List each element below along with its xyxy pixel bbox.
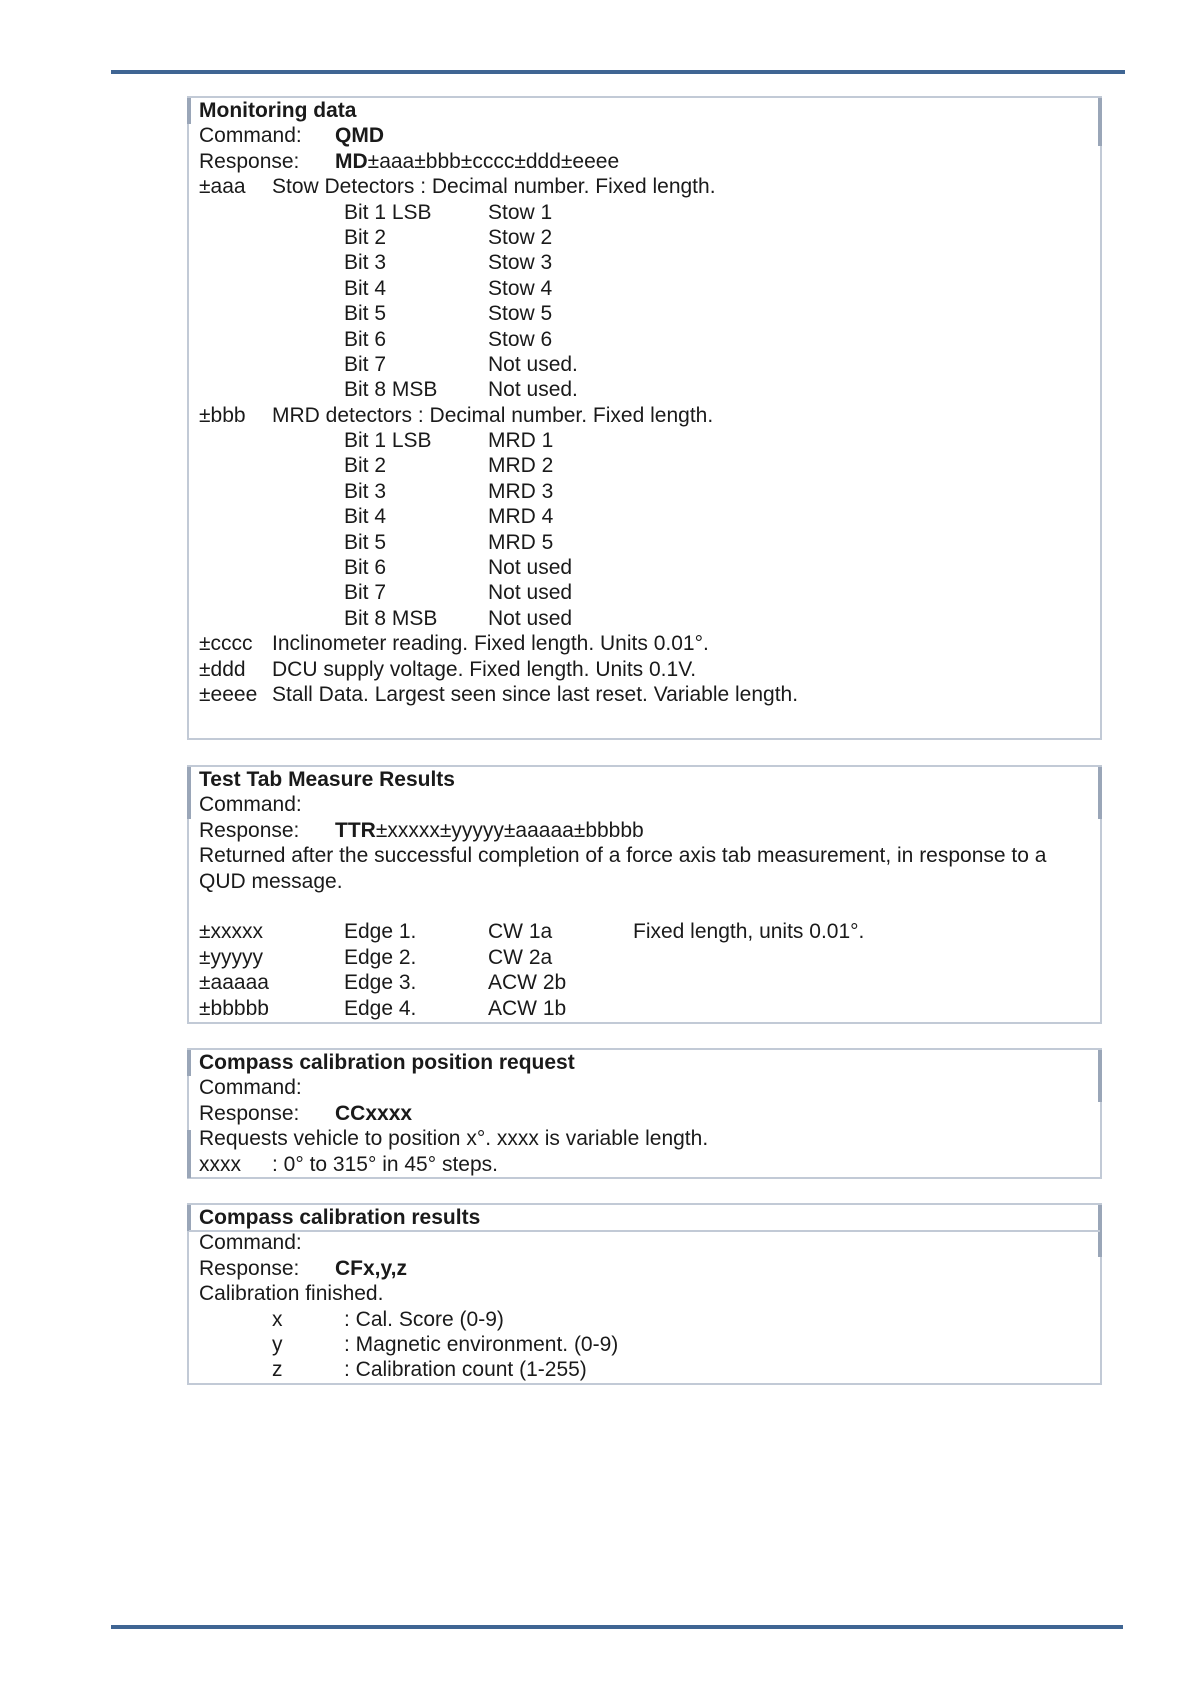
response-params: ±aaa±bbb±cccc±ddd±eeee xyxy=(367,149,620,173)
param-desc: : 0° to 315° in 45° steps. xyxy=(272,1152,498,1176)
bit-row xyxy=(199,530,1090,555)
response-params: ±xxxxx±yyyyy±aaaaa±bbbbb xyxy=(375,818,644,842)
header-rule xyxy=(111,70,1125,74)
bit-row xyxy=(199,327,1090,352)
command-line xyxy=(199,123,1090,148)
command-line xyxy=(199,1230,1090,1255)
command-line xyxy=(199,1075,1090,1100)
param-desc: Inclinometer reading. Fixed length. Units 0.01°. xyxy=(272,632,709,656)
table-row xyxy=(199,970,1090,995)
response-code: TTR xyxy=(335,818,376,842)
bit-value: Stow 2 xyxy=(488,225,553,249)
item-desc: : Calibration count (1-255) xyxy=(344,1358,587,1382)
bit-label: Bit 2 xyxy=(344,454,387,478)
bit-row xyxy=(199,479,1090,504)
bit-row xyxy=(199,225,1090,250)
box-edge xyxy=(187,98,191,124)
item-desc: : Cal. Score (0-9) xyxy=(344,1307,504,1331)
response-label: Response: xyxy=(199,1256,300,1280)
bit-row xyxy=(199,276,1090,301)
table-row xyxy=(199,996,1090,1021)
bit-row xyxy=(199,504,1090,529)
box-edge xyxy=(1098,1231,1102,1257)
bit-label: Bit 6 xyxy=(344,556,387,580)
row-edge: Edge 2. xyxy=(344,945,417,969)
list-item xyxy=(199,1307,1090,1332)
command-label: Command: xyxy=(199,793,302,817)
command-line xyxy=(199,792,1090,817)
bit-value: MRD 1 xyxy=(488,429,554,453)
response-label: Response: xyxy=(199,818,300,842)
compass-results-section xyxy=(187,1203,1102,1385)
command-label: Command: xyxy=(199,1076,302,1100)
bit-value: Stow 3 xyxy=(488,251,553,275)
row-direction: CW 1a xyxy=(488,920,553,944)
bit-row xyxy=(199,453,1090,478)
bit-value: Not used xyxy=(488,606,573,630)
item-key: y xyxy=(272,1332,283,1356)
bit-label: Bit 7 xyxy=(344,352,387,376)
row-direction: ACW 2b xyxy=(488,971,567,995)
bit-label: Bit 3 xyxy=(344,251,387,275)
response-line xyxy=(199,149,1090,174)
bit-label: Bit 5 xyxy=(344,302,387,326)
description-paragraph: Returned after the successful completion of a force axis tab measurement, in response to a QUD message. xyxy=(199,844,1047,893)
param-key: ±ddd xyxy=(199,657,246,681)
param-key: ±cccc xyxy=(199,632,253,656)
bit-value: Not used. xyxy=(488,378,578,402)
box-edge xyxy=(187,767,191,793)
bit-value: Not used xyxy=(488,581,573,605)
section-title: Compass calibration position request xyxy=(199,1051,575,1074)
bit-value: MRD 4 xyxy=(488,505,554,529)
mrd-bit-list xyxy=(199,428,1090,631)
param-cccc xyxy=(199,631,1090,656)
param-key: ±bbb xyxy=(199,403,246,427)
bit-label: Bit 2 xyxy=(344,225,387,249)
item-key: z xyxy=(272,1358,283,1382)
row-direction: CW 2a xyxy=(488,945,553,969)
section-title: Compass calibration results xyxy=(199,1206,481,1229)
monitoring-data-section xyxy=(187,96,1102,740)
bit-row xyxy=(199,250,1090,275)
row-edge: Edge 3. xyxy=(344,971,417,995)
bit-row xyxy=(199,580,1090,605)
section-title: Test Tab Measure Results xyxy=(199,768,455,791)
bit-label: Bit 4 xyxy=(344,276,387,300)
bit-label: Bit 6 xyxy=(344,327,387,351)
row-key: ±yyyyy xyxy=(199,945,264,969)
item-desc: : Magnetic environment. (0-9) xyxy=(344,1332,619,1356)
bit-value: MRD 5 xyxy=(488,530,554,554)
box-edge xyxy=(1098,793,1102,819)
response-label: Response: xyxy=(199,1101,300,1125)
param-key: ±eeee xyxy=(199,682,258,706)
param-desc: DCU supply voltage. Fixed length. Units 0.1V. xyxy=(272,657,697,681)
row-key: ±aaaaa xyxy=(199,971,269,995)
box-edge xyxy=(1098,124,1102,146)
bit-value: Stow 1 xyxy=(488,200,553,224)
param-xxxx xyxy=(199,1152,1090,1177)
param-key: xxxx xyxy=(199,1152,241,1176)
bit-value: MRD 2 xyxy=(488,454,554,478)
footer-rule xyxy=(111,1625,1123,1629)
table-row xyxy=(199,945,1090,970)
box-edge xyxy=(1098,1205,1102,1231)
edge-table xyxy=(199,919,1090,1021)
bit-value: Not used xyxy=(488,556,573,580)
section-title: Monitoring data xyxy=(199,99,357,122)
bit-label: Bit 4 xyxy=(344,505,387,529)
bit-value: Stow 4 xyxy=(488,276,553,300)
bit-value: Stow 6 xyxy=(488,327,553,351)
response-code: CCxxxx xyxy=(335,1101,413,1125)
param-eeee xyxy=(199,682,1090,707)
description-line: Requests vehicle to position x°. xxxx is variable length. xyxy=(199,1127,709,1151)
test-tab-section xyxy=(187,765,1102,1024)
table-row xyxy=(199,919,1090,944)
bit-label: Bit 8 MSB xyxy=(344,606,438,630)
bit-label: Bit 3 xyxy=(344,479,387,503)
bit-row xyxy=(199,555,1090,580)
bit-row xyxy=(199,428,1090,453)
bit-row xyxy=(199,377,1090,402)
param-bbb xyxy=(199,403,1090,428)
row-direction: ACW 1b xyxy=(488,996,567,1020)
box-edge xyxy=(187,1205,191,1231)
list-item xyxy=(199,1332,1090,1357)
box-edge xyxy=(1098,767,1102,793)
compass-request-section xyxy=(187,1048,1102,1179)
response-code: CFx,y,z xyxy=(335,1256,407,1280)
list-item xyxy=(199,1357,1090,1382)
box-edge xyxy=(1098,1050,1102,1076)
stow-bit-list xyxy=(199,200,1090,403)
bit-label: Bit 5 xyxy=(344,530,387,554)
box-edge xyxy=(1098,1076,1102,1102)
row-key: ±xxxxx xyxy=(199,920,264,944)
box-edge xyxy=(1098,98,1102,124)
bit-label: Bit 8 MSB xyxy=(344,378,438,402)
row-key: ±bbbbb xyxy=(199,996,269,1020)
box-edge xyxy=(187,1050,191,1076)
param-desc: Stow Detectors : Decimal number. Fixed length. xyxy=(272,175,716,199)
box-edge xyxy=(187,793,191,819)
param-ddd xyxy=(199,657,1090,682)
bit-label: Bit 1 LSB xyxy=(344,429,432,453)
calibration-item-list xyxy=(199,1307,1090,1383)
bit-label: Bit 7 xyxy=(344,581,387,605)
bit-row xyxy=(199,352,1090,377)
row-edge: Edge 4. xyxy=(344,996,417,1020)
item-key: x xyxy=(272,1307,283,1331)
response-value xyxy=(335,149,619,174)
response-code: MD xyxy=(335,149,368,173)
command-label: Command: xyxy=(199,1231,302,1255)
bit-value: MRD 3 xyxy=(488,479,554,503)
bit-row xyxy=(199,200,1090,225)
bit-row xyxy=(199,606,1090,631)
response-line xyxy=(199,818,1090,843)
bit-value: Not used. xyxy=(488,352,578,376)
response-line xyxy=(199,1256,1090,1281)
param-aaa xyxy=(199,174,1090,199)
command-label: Command: xyxy=(199,124,302,148)
param-desc: MRD detectors : Decimal number. Fixed length. xyxy=(272,403,714,427)
bit-row xyxy=(199,301,1090,326)
response-value xyxy=(335,818,644,843)
row-edge: Edge 1. xyxy=(344,920,417,944)
response-line xyxy=(199,1101,1090,1126)
response-label: Response: xyxy=(199,149,300,173)
box-edge xyxy=(187,1130,191,1178)
description-line: Calibration finished. xyxy=(199,1282,384,1306)
param-desc: Stall Data. Largest seen since last reset. Variable length. xyxy=(272,682,799,706)
bit-value: Stow 5 xyxy=(488,302,553,326)
row-note: Fixed length, units 0.01°. xyxy=(633,920,865,944)
spacer xyxy=(199,894,1090,919)
param-key: ±aaa xyxy=(199,175,246,199)
command-value: QMD xyxy=(335,124,384,148)
bit-label: Bit 1 LSB xyxy=(344,200,432,224)
